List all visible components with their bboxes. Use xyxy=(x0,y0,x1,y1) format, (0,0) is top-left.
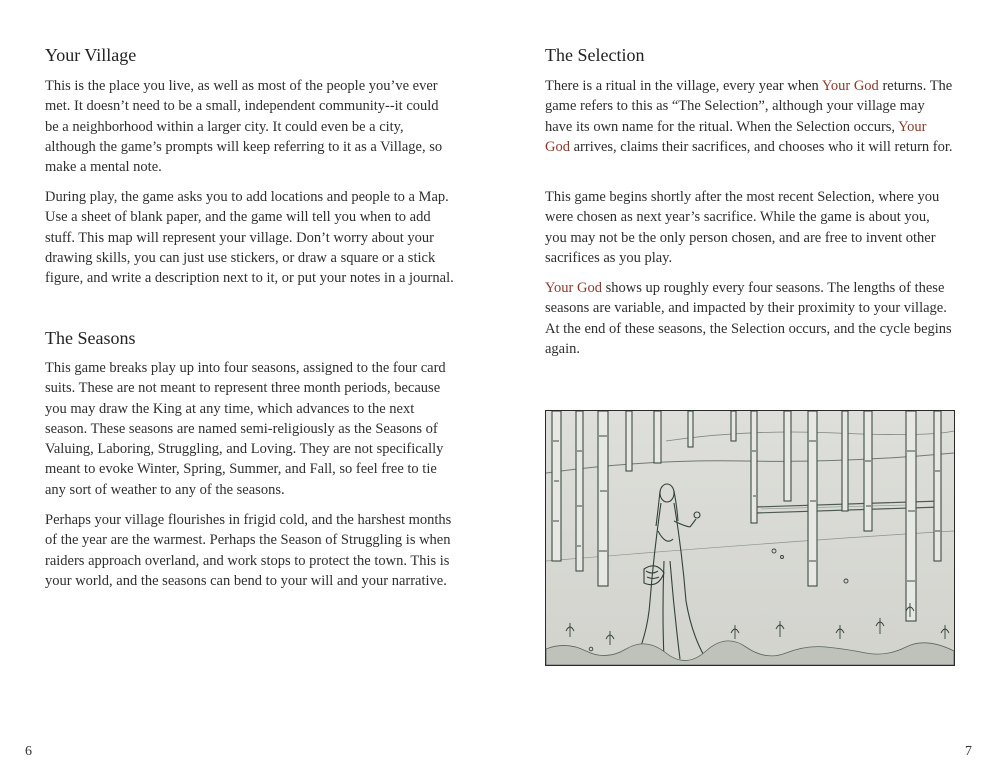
forest-woman-illustration xyxy=(545,410,955,666)
your-god-term: Your God xyxy=(545,280,602,296)
heading-the-seasons: The Seasons xyxy=(45,328,136,348)
etching-artwork xyxy=(546,411,954,665)
selection-paragraph-3 xyxy=(545,278,955,359)
village-paragraph-1: This is the place you live, as well as most of the people you’ve ever met. It doesn’t need to be a small, independent community--it could be a neighborhood within a larger city. It could even be a city, although the game’s prompts will keep referring to it as a Village, so make a mental note. xyxy=(45,78,443,176)
heading-the-selection: The Selection xyxy=(545,45,645,65)
selection-text: shows up roughly every four seasons. The lengths of these seasons are variable, and impacted by their proximity to your village. At the end of these seasons, the Selection occurs, and the cycle begins again. xyxy=(545,280,952,357)
page-number-left: 6 xyxy=(25,744,32,759)
your-god-term: Your God xyxy=(821,78,879,94)
seasons-paragraph-2: Perhaps your village flourishes in frigid cold, and the harshest months of the year are the warmest. Perhaps the Season of Struggling is when raiders approach overland, and work stops to protect the town. This is your world, and the seasons can bend to your will and your narrative. xyxy=(45,512,452,589)
page-number-right: 7 xyxy=(965,744,972,759)
village-paragraph-2: During play, the game asks you to add locations and people to a Map. Use a sheet of blank paper, and the game will tell you when to add stuff. This map will represent your village. Don’t worry about your drawing skills, you can just use stickers, or draw a square or a stick figure, and write a description next to it, or put your notes in a journal. xyxy=(45,189,454,287)
selection-text: arrives, claims their sacrifices, and chooses who it will return for. xyxy=(569,138,953,155)
your-god-term: Your God xyxy=(545,118,927,155)
selection-paragraph-1 xyxy=(545,76,955,157)
selection-text: There is a ritual in the village, every year when xyxy=(545,78,822,94)
selection-text: returns. The game refers to this as “The Selection”, although your village may have its own name for the ritual. When the Selection occurs, xyxy=(545,78,953,135)
seasons-paragraph-1: This game breaks play up into four seasons, assigned to the four card suits. These are not meant to represent three month periods, because you may draw the King at any time, which advances to the next season. These seasons are named semi-religiously as the Seasons of Valuing, Laboring, Struggling, and Loving. They are not specifically meant to evoke Winter, Spring, Summer, and Fall, so feel free to tie any sort of weather to any of the seasons. xyxy=(45,360,446,498)
selection-paragraph-2: This game begins shortly after the most recent Selection, where you were chosen as next year’s sacrifice. While the game is about you, you may not be the only person chosen, and are free to invent other sacrifices as you play. xyxy=(545,189,940,266)
heading-your-village: Your Village xyxy=(45,45,137,65)
